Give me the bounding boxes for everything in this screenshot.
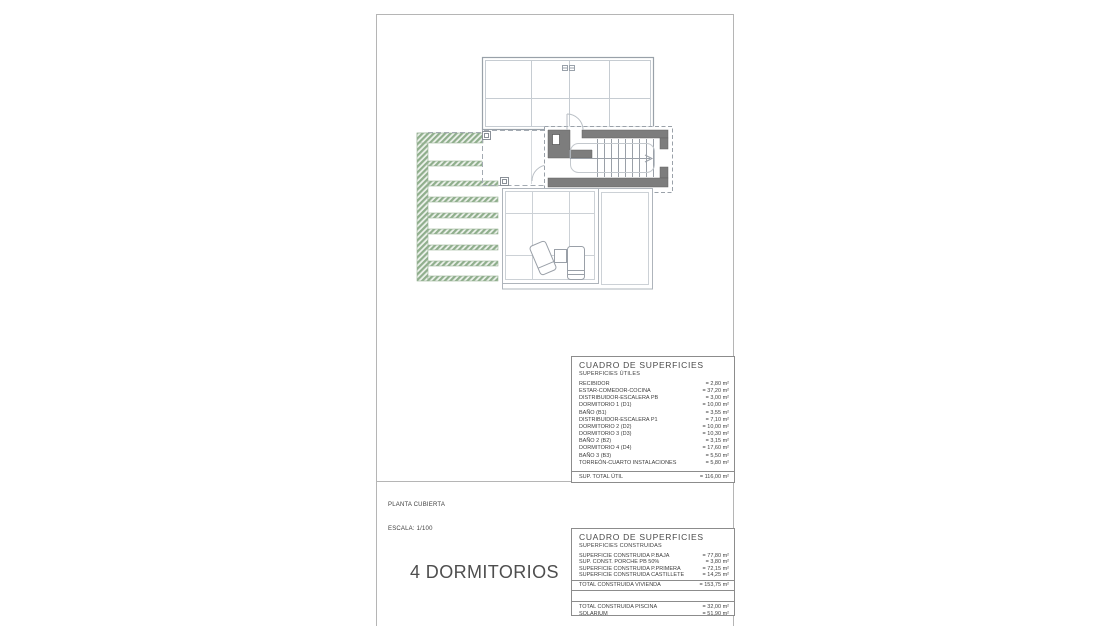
row-label: DORMITORIO 4 (D4): [579, 445, 632, 452]
row-value: = 3,15 m²: [705, 438, 729, 445]
table-subtitle: SUPERFICIES CONSTRUIDAS: [579, 543, 662, 549]
row-label: TORREÓN-CUARTO INSTALACIONES: [579, 459, 677, 466]
row-label: DORMITORIO 3 (D3): [579, 431, 632, 438]
row-value: = 77,80 m²: [702, 553, 729, 559]
row-value: = 10,00 m²: [702, 402, 729, 409]
table-row: [579, 438, 729, 445]
total-value: = 153,75 m²: [699, 582, 729, 589]
row-label: DISTRIBUIDOR-ESCALERA P1: [579, 416, 658, 423]
row-label: TOTAL CONSTRUIDA PISCINA: [579, 603, 658, 610]
row-value: = 14,25 m²: [702, 572, 729, 579]
row-label: SUPERFICIE CONSTRUIDA P.PRIMERA: [579, 565, 681, 572]
table-row: [579, 445, 729, 452]
table-subtitle: SUPERFICIES ÚTILES: [579, 371, 641, 377]
plan-title-block: [388, 485, 445, 549]
table-row: [579, 453, 729, 460]
row-label: SUPERFICIE CONSTRUIDA CASTILLETE: [579, 572, 685, 579]
row-value: = 2,80 m²: [705, 381, 729, 387]
table-row: [579, 388, 729, 395]
total-label: SUP. TOTAL ÚTIL: [579, 474, 624, 480]
roof-terrace: [483, 58, 654, 130]
row-label: BAÑO 3 (B3): [579, 452, 612, 459]
plan-type-label: 4 DORMITORIOS: [410, 562, 559, 582]
lounger-right: [568, 247, 585, 280]
side-table: [555, 250, 567, 263]
row-value: = 10,30 m²: [702, 431, 729, 438]
table-row: [579, 395, 729, 402]
table-row: [579, 410, 729, 417]
row-value: = 3,00 m²: [705, 395, 729, 402]
surface-table-utiles: [571, 356, 735, 483]
row-value: = 5,80 m²: [705, 459, 729, 466]
row-label: BAÑO 2 (B2): [579, 438, 612, 445]
row-value: = 3,55 m²: [705, 409, 729, 416]
table-row: [579, 417, 729, 424]
row-value: = 5,50 m²: [705, 452, 729, 459]
row-label: DORMITORIO 2 (D2): [579, 423, 632, 430]
total-row: [572, 580, 734, 591]
row-value: = 17,60 m²: [702, 445, 729, 452]
total-row: [572, 471, 734, 482]
row-value: = 72,15 m²: [702, 565, 729, 572]
row-value: = 10,00 m²: [702, 423, 729, 430]
table-row: [579, 611, 729, 618]
extra-rows: [572, 601, 734, 620]
table-title: CUADRO DE SUPERFICIES: [579, 532, 704, 542]
row-label: DISTRIBUIDOR-ESCALERA PB: [579, 395, 659, 402]
row-value: = 37,20 m²: [702, 388, 729, 395]
row-value: = 3,80 m²: [705, 559, 729, 566]
total-value: = 116,00 m²: [699, 474, 729, 480]
row-label: DORMITORIO 1 (D1): [579, 402, 632, 409]
table-rows: [572, 381, 734, 467]
plan-scale: ESCALA: 1/100: [388, 526, 433, 532]
row-label: ESTAR-COMEDOR-COCINA: [579, 388, 651, 395]
row-label: SOLARIUM: [579, 610, 608, 617]
table-row: [579, 604, 729, 611]
table-row: [579, 402, 729, 409]
row-value: = 51,90 m²: [702, 610, 729, 617]
table-row: [579, 460, 729, 467]
table-row: [579, 381, 729, 388]
stair-window: [553, 135, 560, 145]
row-value: = 32,00 m²: [702, 603, 729, 610]
total-label: TOTAL CONSTRUIDA VIVIENDA: [579, 582, 661, 589]
row-label: BAÑO (B1): [579, 409, 607, 416]
table-rows: [572, 553, 734, 579]
table-row: [579, 424, 729, 431]
table-title: CUADRO DE SUPERFICIES: [579, 360, 704, 370]
table-row: [579, 572, 729, 578]
plan-name: PLANTA CUBIERTA: [388, 502, 446, 508]
row-label: SUP. CONST. PORCHE PB 50%: [579, 559, 660, 566]
row-label: SUPERFICIE CONSTRUIDA P.BAJA: [579, 553, 670, 559]
surface-table-construidas: [571, 528, 735, 616]
row-label: RECIBIDOR: [579, 381, 610, 387]
row-value: = 7,10 m²: [705, 416, 729, 423]
